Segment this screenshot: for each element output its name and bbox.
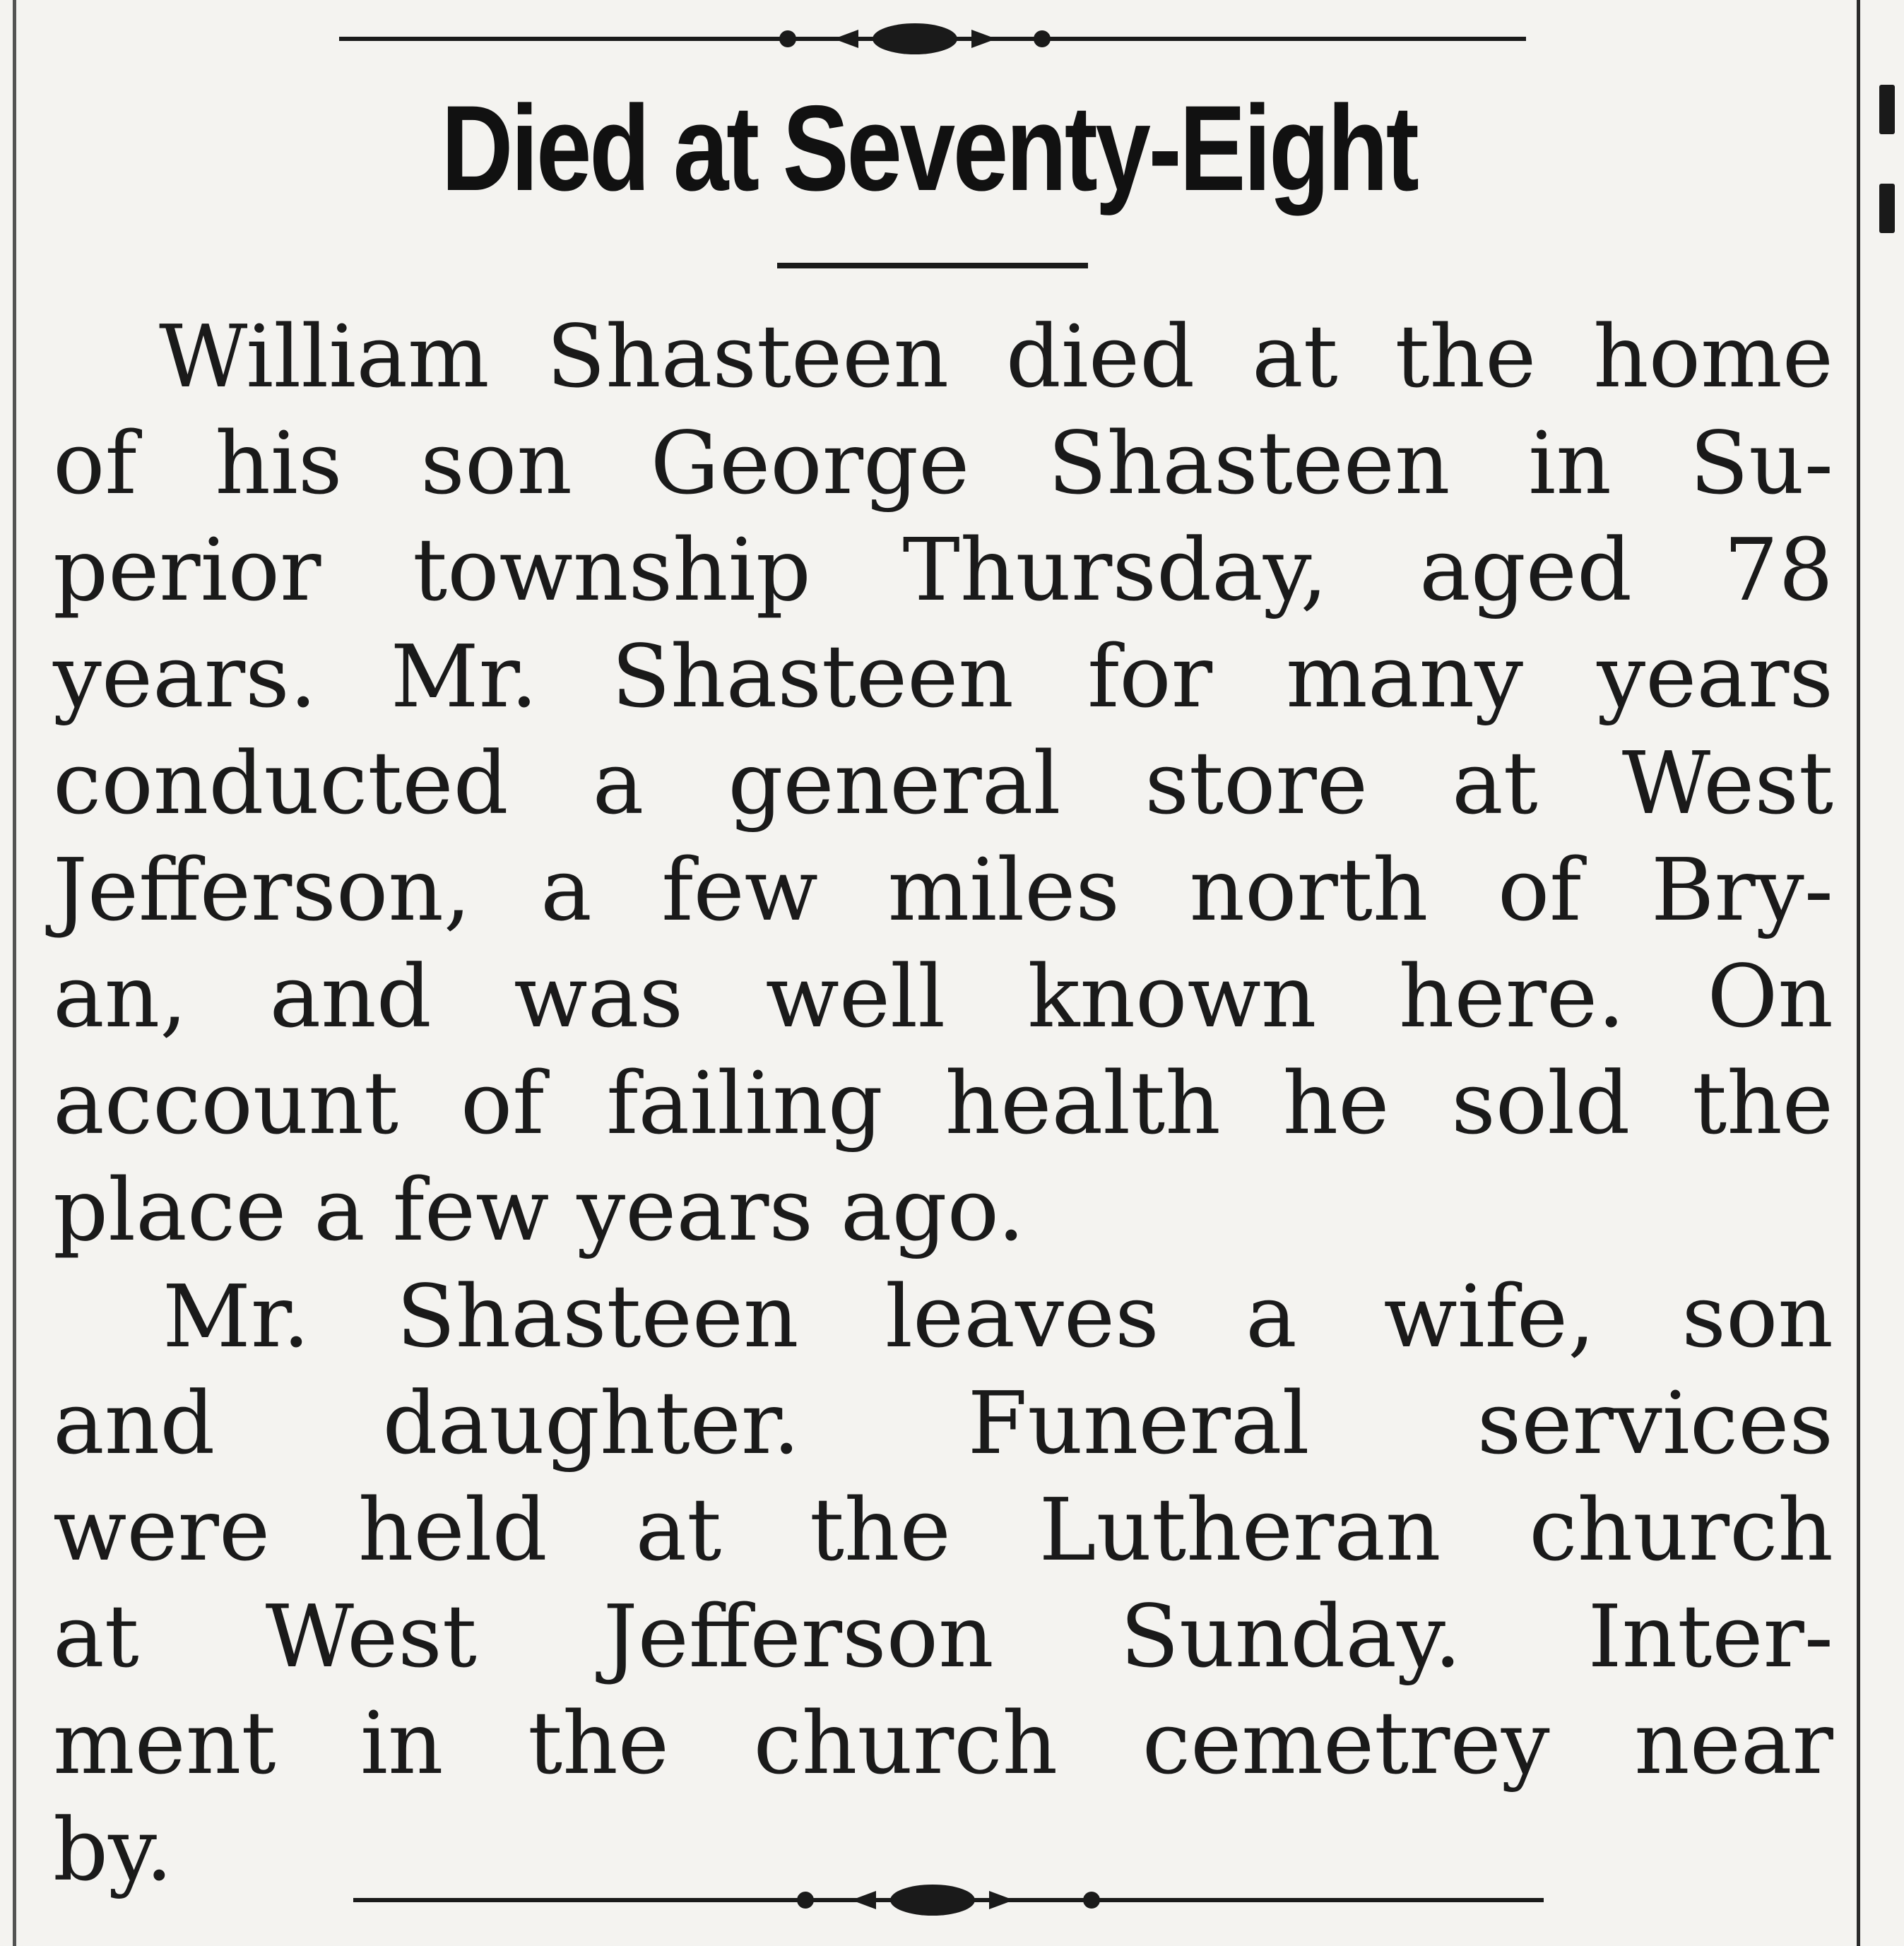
text-line: and daughter. Funeral services	[53, 1373, 1833, 1473]
text-line: at West Jefferson Sunday. Inter-	[53, 1586, 1833, 1687]
text-line: ment in the church cemetrey near	[53, 1693, 1833, 1793]
bottom-ornamental-divider	[0, 1875, 1904, 1925]
paragraph-2	[53, 1264, 1833, 1904]
text-line: Jefferson, a few miles north of Bry-	[53, 840, 1833, 940]
text-line: of his son George Shasteen in Su-	[53, 413, 1833, 514]
column-rule-right	[1857, 0, 1860, 1946]
text-line: place a few years ago.	[53, 1160, 1025, 1260]
text-line: account of failing health he sold the	[53, 1053, 1833, 1153]
paragraph-1	[53, 304, 1833, 1264]
headline-underline-rule	[777, 263, 1088, 268]
text-line: years. Mr. Shasteen for many years	[53, 627, 1833, 727]
article-headline: Died at Seventy-Eight	[441, 81, 1417, 216]
column-rule-left	[13, 0, 16, 1946]
text-line: conducted a general store at West	[53, 733, 1833, 833]
text-line: Mr. Shasteen leaves a wife, son	[162, 1266, 1833, 1367]
article-body	[53, 304, 1833, 1904]
text-line: perior township Thursday, aged 78	[53, 520, 1833, 620]
top-ornamental-divider	[0, 14, 1904, 64]
text-line: by.	[53, 1800, 173, 1900]
text-line: William Shasteen died at the home	[159, 307, 1833, 407]
text-line: an, and was well known here. On	[53, 947, 1833, 1047]
adjacent-column-fragment	[1879, 85, 1904, 283]
text-line: were held at the Lutheran church	[53, 1480, 1833, 1580]
